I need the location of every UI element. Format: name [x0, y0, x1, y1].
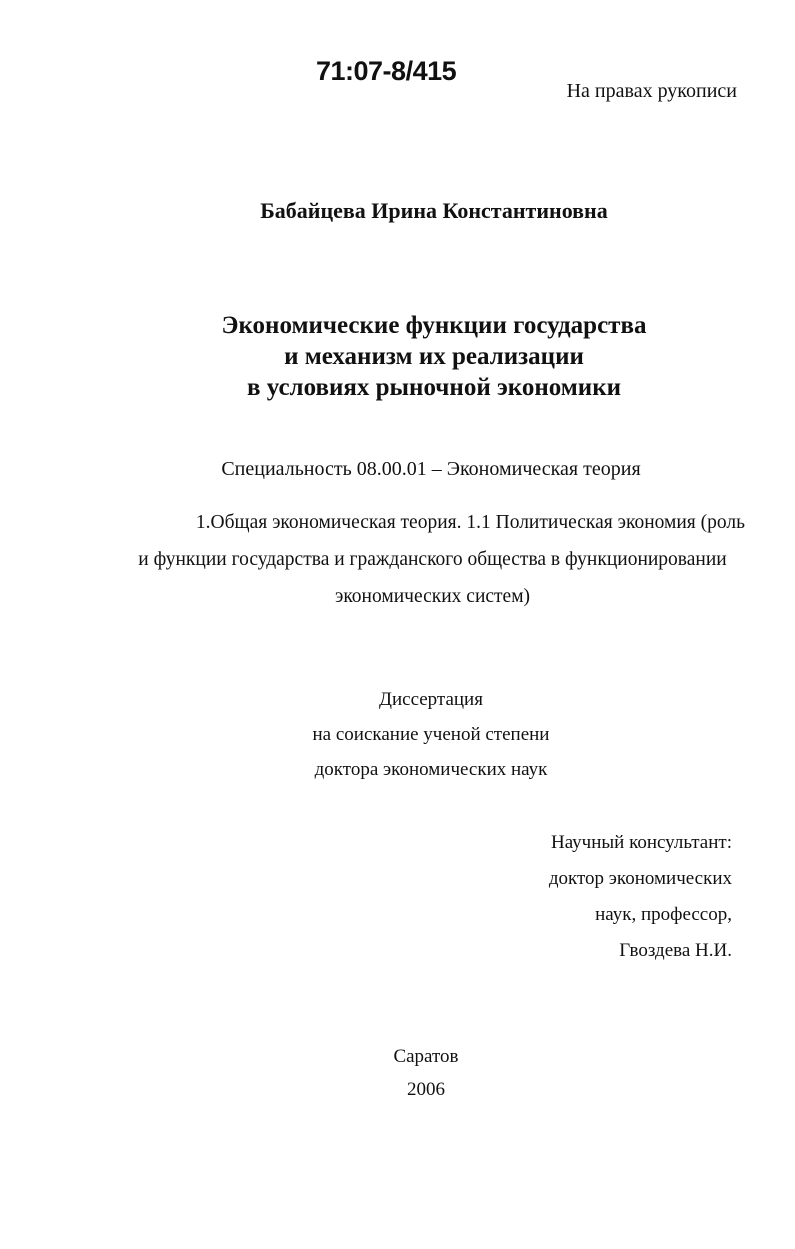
- title-line: в условиях рыночной экономики: [246, 374, 622, 401]
- field-line: 1.Общая экономическая теория. 1.1 Политическая экономия (роль: [195, 512, 745, 533]
- consultant-line: Научный консультант:: [550, 832, 732, 853]
- title-line: Экономические функции государства: [221, 312, 647, 339]
- degree-line: доктора экономических наук: [314, 759, 548, 780]
- consultant-line: Гвоздева Н.И.: [619, 940, 732, 961]
- manuscript-rights-note: На правах рукописи: [566, 80, 737, 102]
- scientific-consultant: [520, 825, 732, 969]
- field-line: и функции государства и гражданского общества в функционировании: [138, 549, 727, 570]
- year: 2006: [407, 1079, 445, 1100]
- degree-line: на соискание ученой степени: [312, 724, 550, 745]
- dissertation-title: [0, 310, 795, 403]
- consultant-line: наук, профессор,: [595, 904, 732, 925]
- author-name: Бабайцева Ирина Константиновна: [260, 198, 608, 223]
- city: Саратов: [393, 1046, 459, 1067]
- title-line: и механизм их реализации: [284, 343, 584, 370]
- dissertation-degree-block: [0, 682, 795, 787]
- field-line: экономических систем): [334, 586, 531, 607]
- specialty-line: Специальность 08.00.01 – Экономическая теория: [221, 458, 641, 480]
- degree-line: Диссертация: [379, 689, 483, 710]
- catalog-code: 71:07-8/415: [316, 56, 457, 86]
- consultant-line: доктор экономических: [548, 868, 732, 889]
- place-and-year: [0, 1040, 795, 1106]
- research-field: [120, 504, 745, 615]
